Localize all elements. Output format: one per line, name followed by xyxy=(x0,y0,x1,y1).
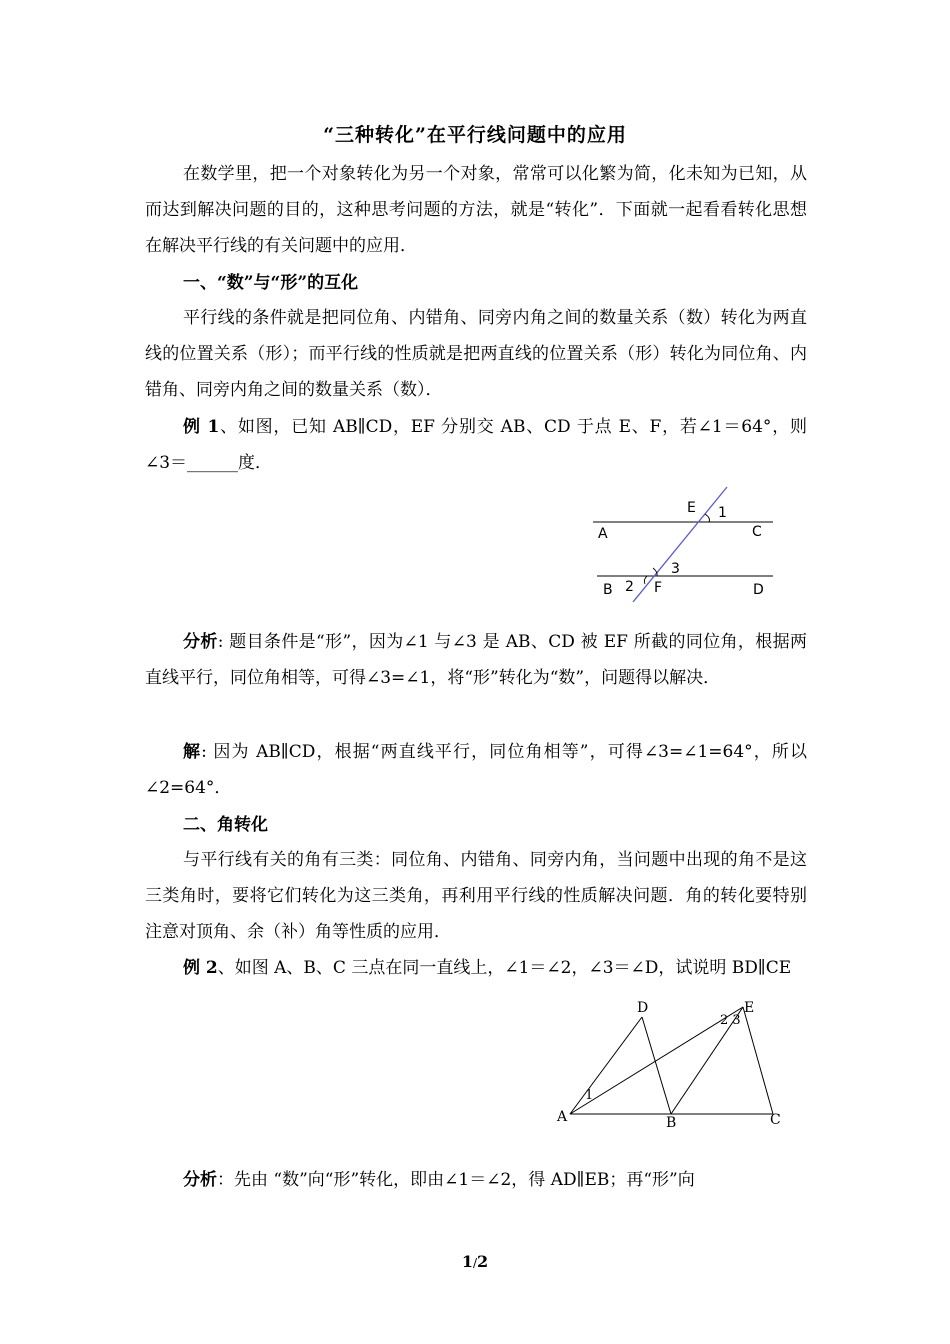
section1-body: 平行线的条件就是把同位角、内错角、同旁内角之间的数量关系（数）转化为两直线的位置关系（形）；而平行线的性质就是把两直线的位置关系（形）转化为同位角、内错角、同旁内角之间的数量关系（数）． xyxy=(145,308,807,400)
example2-text: 、如图 A、B、C 三点在同一直线上，∠1＝∠2，∠3＝∠D，试说明 BD∥CE xyxy=(217,958,792,978)
analysis1-text: : 题目条件是“形”，因为∠1 与∠3 是 AB、CD 被 EF 所截的同位角，根据两直线平行，同位角相等，可得∠3=∠1，将“形”转化为“数”，问题得以解决． xyxy=(145,632,808,688)
label-b: B xyxy=(666,1115,677,1131)
line-ef xyxy=(633,487,727,602)
figure-2 xyxy=(550,995,790,1135)
solution1-text: : 因为 AB∥CD，根据“两直线平行，同位角相等”，可得∠3=∠1=64°，所以∠2=64°． xyxy=(145,742,808,798)
example1-paragraph xyxy=(145,409,807,481)
label-a: A xyxy=(598,526,608,542)
figure-1-svg xyxy=(585,484,785,604)
label-d: D xyxy=(637,1000,649,1016)
example1-text: 、如图，已知 AB∥CD，EF 分别交 AB、CD 于点 E、F，若∠1＝64°，则∠3＝______度． xyxy=(145,417,807,473)
label-c: C xyxy=(752,524,762,540)
solution1-paragraph xyxy=(145,734,807,806)
page-total: 2 xyxy=(477,1252,489,1271)
figure-1 xyxy=(585,484,785,604)
label-e: E xyxy=(687,500,696,516)
label-a: A xyxy=(557,1109,568,1125)
line-ae xyxy=(570,1007,743,1114)
label-3: 3 xyxy=(671,561,680,577)
page-current: 1 xyxy=(461,1252,473,1271)
example2-paragraph xyxy=(145,950,807,986)
label-d: D xyxy=(753,582,764,598)
angle1-arc xyxy=(705,514,710,522)
analysis2-paragraph xyxy=(145,1162,807,1198)
analysis1-paragraph xyxy=(145,624,807,696)
label-1: 1 xyxy=(585,1088,594,1103)
line-ad xyxy=(570,1017,642,1114)
angle2-arc xyxy=(644,576,647,584)
analysis1-label: 分析 xyxy=(183,632,218,652)
section2-heading: 二、角转化 xyxy=(183,815,268,835)
line-db xyxy=(642,1017,671,1114)
intro-paragraph: 在数学里，把一个对象转化为另一个对象，常常可以化繁为简，化未知为已知，从而达到解决问题的目的，这种思考问题的方法，就是“转化”．下面就一起看看转化思想在解决平行线的有关问题中的应用． xyxy=(145,164,807,256)
label-2: 2 xyxy=(625,579,634,595)
example1-label: 例 1 xyxy=(183,417,220,437)
label-c: C xyxy=(770,1112,781,1128)
section1-heading: 一、“数”与“形”的互化 xyxy=(183,273,359,293)
label-1: 1 xyxy=(718,505,727,521)
example2-label: 例 2 xyxy=(183,958,218,978)
analysis2-label: 分析 xyxy=(183,1170,217,1190)
label-e: E xyxy=(744,1000,755,1016)
section2-body: 与平行线有关的角有三类：同位角、内错角、同旁内角，当问题中出现的角不是这三类角时，要将它们转化为这三类角，再利用平行线的性质解决问题．角的转化要特别注意对顶角、余（补）角等性质的应用． xyxy=(145,850,807,942)
figure-2-svg xyxy=(550,995,790,1135)
label-2-3: 2 3 xyxy=(720,1013,741,1028)
solution1-label: 解 xyxy=(183,742,202,762)
page-separator: / xyxy=(472,1256,478,1270)
analysis2-text: ：先由 “数”向“形”转化，即由∠1＝∠2，得 AD∥EB；再“形”向 xyxy=(217,1170,695,1190)
page-number xyxy=(0,1252,950,1271)
label-f: F xyxy=(654,580,663,596)
line-ec xyxy=(743,1007,773,1114)
label-b: B xyxy=(603,582,613,598)
page-title: “三种转化”在平行线问题中的应用 xyxy=(323,124,627,146)
